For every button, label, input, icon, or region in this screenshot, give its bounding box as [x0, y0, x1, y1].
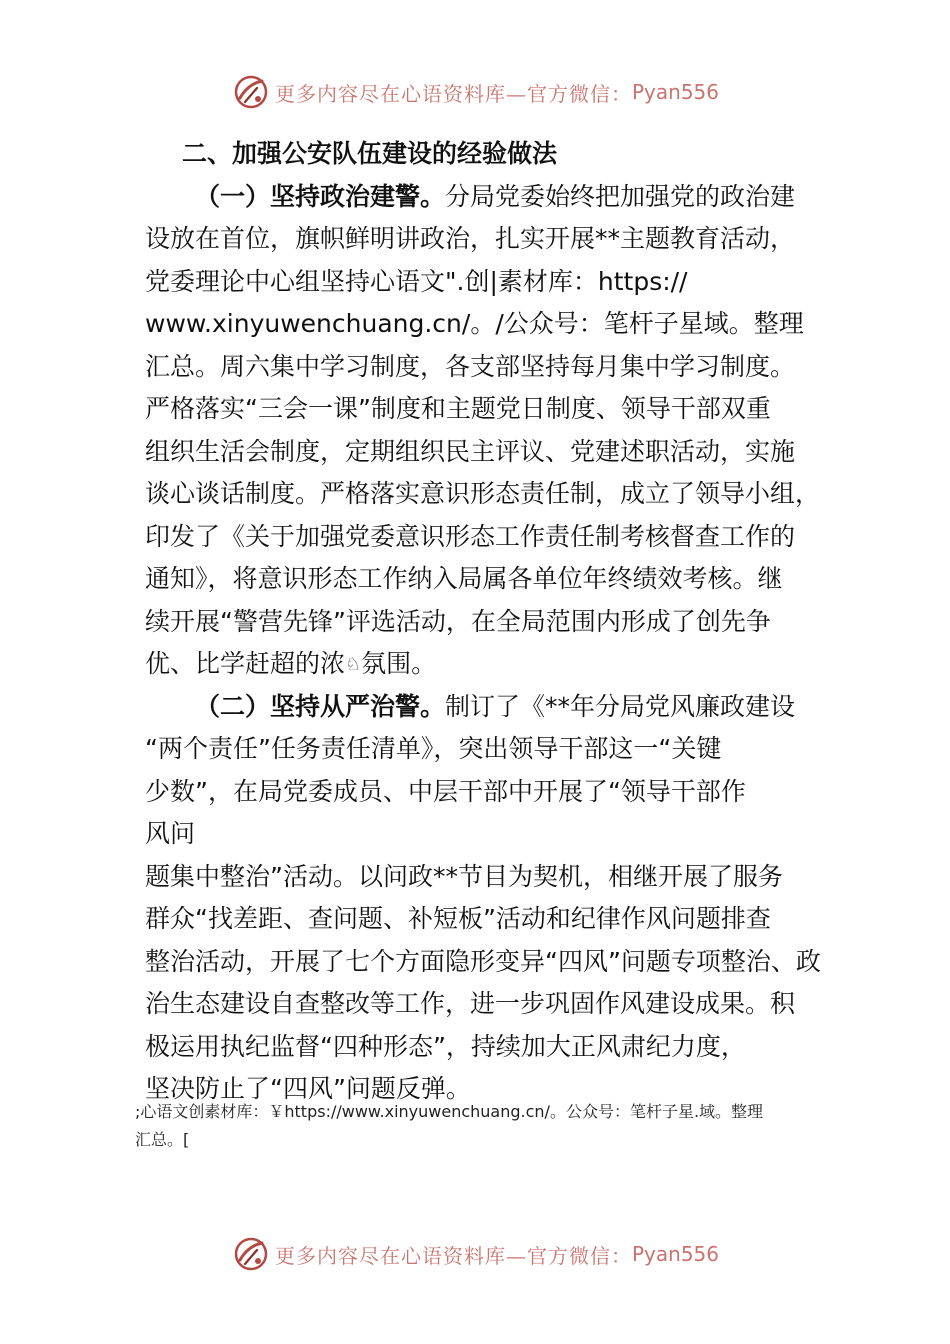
paragraph-line: 极运用执纪监督“四种形态”，持续加大正风肃纪力度，	[145, 1031, 746, 1061]
paragraph-line: 整治活动，开展了七个方面隐形变异“四风”问题专项整治、政	[145, 946, 821, 976]
stray-glyph-icon: ♘	[345, 653, 362, 675]
paragraph-line: 群众“找差距、查问题、补短板”活动和纪律作风问题排查	[145, 904, 771, 933]
banner-text: 更多内容尽在心语资料库—官方微信：	[274, 81, 632, 106]
section-title: 二、加强公安队伍建设的经验做法	[182, 139, 558, 168]
footnote-line: 汇总。[	[135, 1130, 190, 1149]
banner-text: 更多内容尽在心语资料库—官方微信：	[274, 1243, 632, 1268]
paragraph-1-lead: （一）坚持政治建警。	[195, 181, 446, 211]
paragraph-line: 谈心谈话制度。严格落实意识形态责任制，成立了领导小组，	[145, 479, 821, 508]
footer-banner	[0, 1232, 950, 1276]
paragraph-line: “两个责任”任务责任清单》，突出领导干部这一“关键	[145, 734, 722, 763]
header-banner	[0, 70, 950, 114]
wechat-id: Pyan556	[631, 80, 719, 104]
paragraph-line: www.xinyuwenchuang.cn/。/公众号：笔杆子星域。整理	[145, 309, 804, 338]
paragraph-line: 治生态建设自查整改等工作，进一步巩固作风建设成果。积	[145, 989, 796, 1018]
brush-logo-icon	[231, 72, 271, 112]
footnote	[135, 1098, 835, 1154]
paragraph-line: 印发了《关于加强党委意识形态工作责任制考核督查工作的	[145, 521, 796, 551]
paragraph-line: 风问	[145, 819, 196, 848]
paragraph-1-last-line	[145, 643, 830, 686]
paragraph-line: 制订了《**年分局党风廉政建设	[445, 691, 796, 721]
paragraph-line: 严格落实“三会一课”制度和主题党日制度、领导干部双重	[145, 394, 771, 423]
paragraph-line: 通知》，将意识形态工作纳入局属各单位年终绩效考核。继	[145, 564, 783, 593]
paragraph-line: 分局党委始终把加强党的政治建	[445, 181, 796, 211]
document-body	[145, 133, 830, 1111]
paragraph-2-first-line	[145, 686, 830, 729]
paragraph-line: 坚决防止了“四风”问题反弹。	[145, 1074, 471, 1103]
paragraph-line: 续开展“警营先锋”评选活动，在全局范围内形成了创先争	[145, 606, 771, 636]
wechat-id: Pyan556	[631, 1242, 719, 1266]
paragraph-2-lead: （二）坚持从严治警。	[195, 691, 446, 721]
footnote-line: ;心语文创素材库：￥https://www.xinyuwenchuang.cn/。公众号：笔杆子星.域。整理	[135, 1102, 764, 1121]
paragraph-line: 组织生活会制度，定期组织民主评议、党建述职活动，实施	[145, 436, 796, 466]
paragraph-line: 少数”，在局党委成员、中层干部中开展了“领导干部作	[145, 776, 746, 806]
paragraph-line: 党委理论中心组坚持心语文".创|素材库：https://	[145, 266, 688, 296]
paragraph-line-part: 优、比学赶超的浓	[145, 649, 346, 678]
brush-logo-icon	[231, 1234, 271, 1274]
paragraph-line: 设放在首位，旗帜鲜明讲政治，扎实开展**主题教育活动，	[145, 224, 796, 253]
paragraph-line: 汇总。周六集中学习制度，各支部坚持每月集中学习制度。	[145, 351, 796, 381]
paragraph-1-first-line	[145, 176, 830, 219]
paragraph-line-part: 氛围。	[361, 649, 437, 678]
paragraph-line: 题集中整治”活动。以问政**节目为契机，相继开展了服务	[145, 861, 783, 891]
